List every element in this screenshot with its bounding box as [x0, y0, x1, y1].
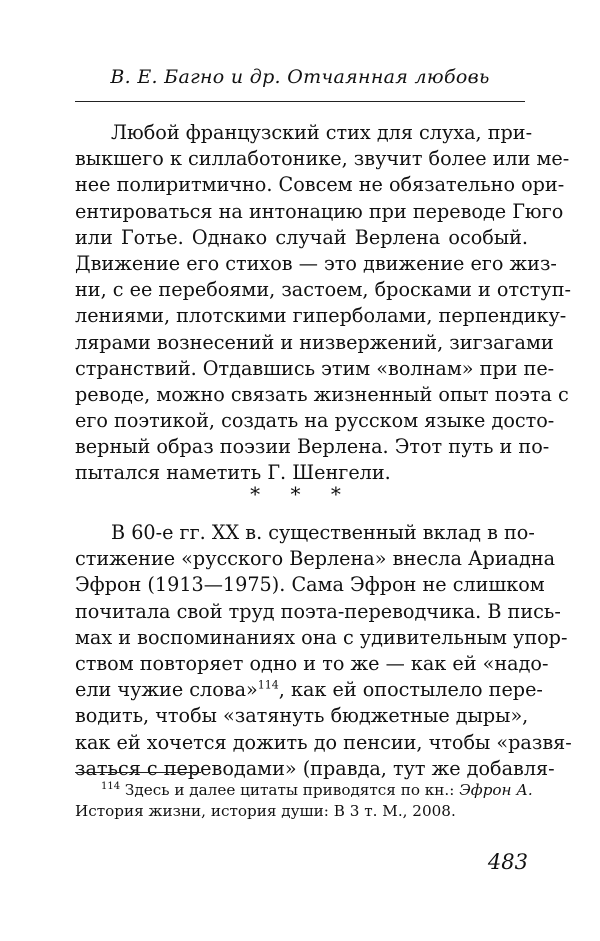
section-separator: * * *: [250, 482, 353, 506]
footnote-reference[interactable]: 114: [257, 678, 279, 692]
footnote: [75, 780, 533, 822]
text-line: Любой французский стих для слуха, при-: [111, 121, 533, 144]
text-line: В 60-е гг. XX в. существенный вклад в по-: [111, 521, 535, 544]
text-line: ни, с ее перебоями, застоем, бросками и отступ-: [75, 278, 571, 302]
text-line: или Готье. Однако случай Верлена особый.: [75, 225, 528, 249]
text-line: верный образ поэзии Верлена. Этот путь и по-: [75, 435, 550, 459]
footnote-line: [75, 780, 533, 801]
footnote-text: Здесь и далее цитаты приводятся по кн.:: [120, 781, 460, 799]
paragraph-1: [75, 120, 571, 487]
running-title: В. Е. Багно и др. Отчаянная любовь: [110, 66, 490, 88]
text-segment: ели чужие слова»: [75, 678, 258, 702]
text-segment: , как ей опостылело пере-: [278, 678, 543, 702]
text-line: Эфрон (1913—1975). Сама Эфрон не слишком: [75, 573, 545, 597]
text-line: стижение «русского Верлена» внесла Ариадна: [75, 547, 556, 571]
text-line: лениями, плотскими гиперболами, перпендику-: [75, 304, 567, 328]
footnote-author: Эфрон А.: [459, 781, 533, 799]
footnote-number: 114: [101, 780, 121, 792]
text-line: как ей хочется дожить до пенсии, чтобы «развя-: [75, 730, 572, 754]
text-line: ентироваться на интонацию при переводе Гюго: [75, 199, 564, 223]
text-line: нее полиритмично. Совсем не обязательно ори-: [75, 173, 565, 197]
text-line: лярами вознесений и низвержений, зигзагами: [75, 330, 554, 354]
text-line: реводе, можно связать жизненный опыт поэта с: [75, 382, 569, 406]
text-line: мах и воспоминаниях она с удивительным упор-: [75, 625, 568, 649]
text-line: выкшего к силлаботонике, звучит более или ме-: [75, 147, 570, 171]
text-line: странствий. Отдавшись этим «волнам» при пе-: [75, 356, 555, 380]
text-line: почитала свой труд поэта-переводчика. В пись-: [75, 599, 561, 623]
text-line: его поэтикой, создать на русском языке досто-: [75, 409, 555, 433]
page-number: 483: [487, 850, 528, 874]
text-line: Движение его стихов — это движение его жиз-: [75, 251, 557, 275]
text-line: водить, чтобы «затянуть бюджетные дыры»,: [75, 704, 529, 728]
footnote-rule: [75, 772, 201, 773]
header-rule: [75, 101, 525, 102]
paragraph-2: [75, 520, 572, 782]
text-line-with-footnote-ref: [75, 677, 543, 703]
text-line: заться с переводами» (правда, тут же добавля-: [75, 756, 555, 780]
text-line: пытался наметить Г. Шенгели.: [75, 461, 391, 485]
footnote-line: История жизни, история души: В 3 т. М., 2008.: [75, 802, 456, 820]
text-line: ством повторяет одно и то же — как ей «надо-: [75, 651, 549, 675]
